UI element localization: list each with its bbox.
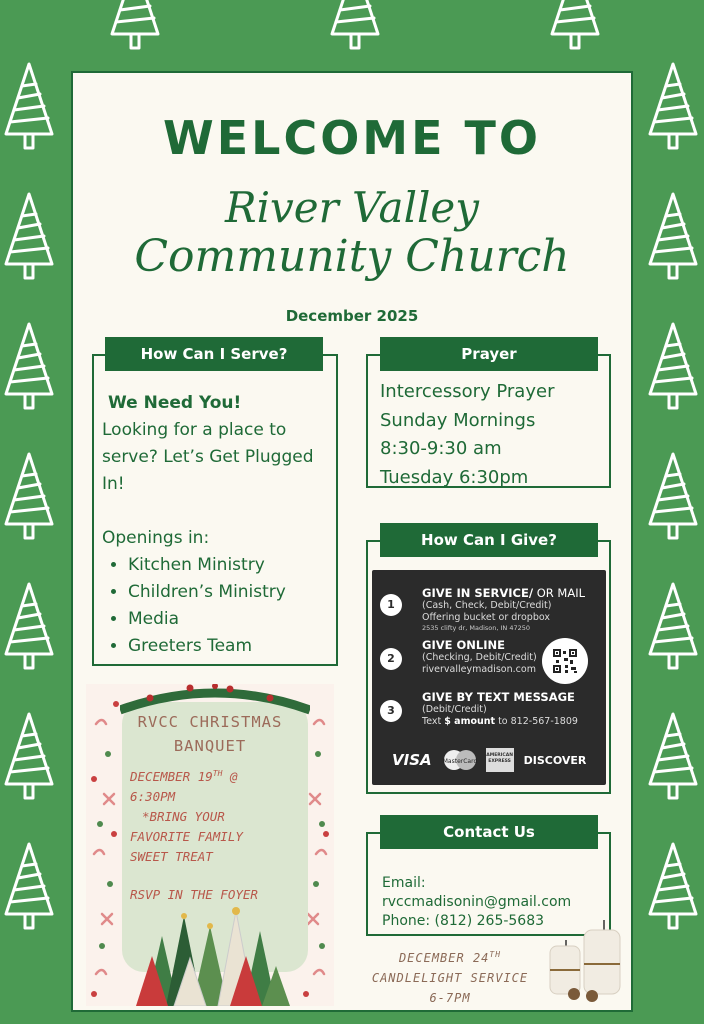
give-text-amount: $ amount <box>444 716 496 727</box>
give-address: 2535 clifty dr, Madison, IN 47250 <box>422 624 531 632</box>
church-name-line1: River Valley <box>224 183 480 232</box>
tree-outline-icon <box>0 60 60 152</box>
list-item: • Greeters Team <box>128 633 328 660</box>
give-sub2: Offering bucket or dropbox <box>422 612 550 623</box>
serve-heading: We Need You! <box>108 393 242 413</box>
banquet-note1: *BRING YOUR <box>142 809 225 825</box>
payment-cards-row <box>392 748 586 772</box>
church-name-line2: Community Church <box>134 231 570 282</box>
give-title: GIVE ONLINE <box>422 638 505 652</box>
banquet-date-sup: TH <box>212 769 223 778</box>
tree-outline-icon <box>0 320 60 412</box>
give-header: How Can I Give? <box>380 523 598 557</box>
banquet-title-line1: RVCC CHRISTMAS <box>137 713 283 731</box>
tree-outline-icon <box>0 710 60 802</box>
banquet-details <box>130 764 258 905</box>
amex-label: AMERICAN EXPRESS <box>486 752 513 764</box>
banquet-time: 6:30PM <box>130 789 176 805</box>
prayer-line: Intercessory Prayer <box>380 381 555 402</box>
email-link[interactable]: rvccmadisonin@gmail.com <box>382 894 572 910</box>
candlelight-time: 6-7PM <box>429 991 471 1005</box>
give-sub: (Checking, Debit/Credit) <box>422 652 537 663</box>
contact-header: Contact Us <box>380 815 598 849</box>
banquet-title <box>86 710 334 758</box>
step-number: 2 <box>380 648 402 670</box>
christmas-trees-icon <box>126 896 296 1006</box>
giving-options-card <box>372 570 606 785</box>
tree-outline-icon <box>544 0 606 52</box>
tree-outline-icon <box>642 710 704 802</box>
give-website[interactable]: rivervalleymadison.com <box>422 664 536 675</box>
banquet-note2: FAVORITE FAMILY <box>130 829 243 845</box>
candlelight-date-sup: TH <box>489 950 502 959</box>
mastercard-label: MasterCard <box>442 758 477 765</box>
email-label: Email: <box>382 875 426 891</box>
visa-logo-icon: VISA <box>392 751 432 769</box>
mastercard-logo-icon <box>442 749 476 771</box>
give-text-number: to 812-567-1809 <box>495 716 578 727</box>
banquet-note3: SWEET TREAT <box>130 849 213 865</box>
welcome-title: WELCOME TO <box>162 111 542 165</box>
tree-outline-icon <box>642 580 704 672</box>
give-title-extra: OR MAIL <box>533 586 586 600</box>
amex-logo-icon <box>486 748 514 772</box>
tree-outline-icon <box>642 840 704 932</box>
serve-content <box>102 390 328 660</box>
banquet-flyer <box>86 684 334 1006</box>
banquet-rsvp: RSVP IN THE FOYER <box>130 887 258 903</box>
tree-outline-icon <box>642 190 704 282</box>
phone-line: Phone: (812) 265-5683 <box>382 913 545 929</box>
prayer-header: Prayer <box>380 337 598 371</box>
give-title: GIVE IN SERVICE/ <box>422 586 534 600</box>
list-item: • Children’s Ministry <box>128 579 328 606</box>
serve-intro: Looking for a place to serve? Let’s Get Plugged In! <box>102 420 314 494</box>
tree-outline-icon <box>642 60 704 152</box>
candlelight-date: DECEMBER 24 <box>398 951 490 965</box>
list-item: • Kitchen Ministry <box>128 552 328 579</box>
candles-icon <box>548 918 622 1002</box>
tree-outline-icon <box>0 580 60 672</box>
banquet-date: DECEMBER 19 <box>130 769 213 785</box>
candlelight-service <box>364 945 536 1008</box>
prayer-line: 8:30-9:30 am <box>380 438 502 459</box>
banquet-title-line2: BANQUET <box>173 737 247 755</box>
serve-box <box>92 354 338 666</box>
qr-code-icon[interactable] <box>542 638 588 684</box>
openings-list <box>102 552 328 660</box>
candlelight-name: CANDLELIGHT SERVICE <box>371 971 529 985</box>
tree-outline-icon <box>0 840 60 932</box>
banquet-date-suffix: @ <box>222 769 238 785</box>
prayer-box <box>366 354 611 488</box>
openings-label: Openings in: <box>102 528 210 548</box>
prayer-line: Tuesday 6:30pm <box>380 466 529 488</box>
month-label: December 2025 <box>285 307 419 325</box>
prayer-line: Sunday Mornings <box>380 409 536 431</box>
tree-outline-icon <box>0 450 60 542</box>
give-sub: (Cash, Check, Debit/Credit) <box>422 600 552 611</box>
tree-outline-icon <box>324 0 386 52</box>
discover-logo-icon: DISCOVER <box>523 753 587 767</box>
tree-outline-icon <box>642 320 704 412</box>
tree-outline-icon <box>0 190 60 282</box>
list-item: • Media <box>128 606 328 633</box>
prayer-lines <box>380 378 554 492</box>
tree-outline-icon <box>104 0 166 52</box>
contact-lines <box>382 874 571 931</box>
step-number: 3 <box>380 700 402 722</box>
give-sub: (Debit/Credit) <box>422 704 487 715</box>
give-text-prefix: Text <box>422 716 445 727</box>
serve-header: How Can I Serve? <box>105 337 323 371</box>
tree-outline-icon <box>642 450 704 542</box>
give-title: GIVE BY TEXT MESSAGE <box>422 690 575 704</box>
step-number: 1 <box>380 594 402 616</box>
